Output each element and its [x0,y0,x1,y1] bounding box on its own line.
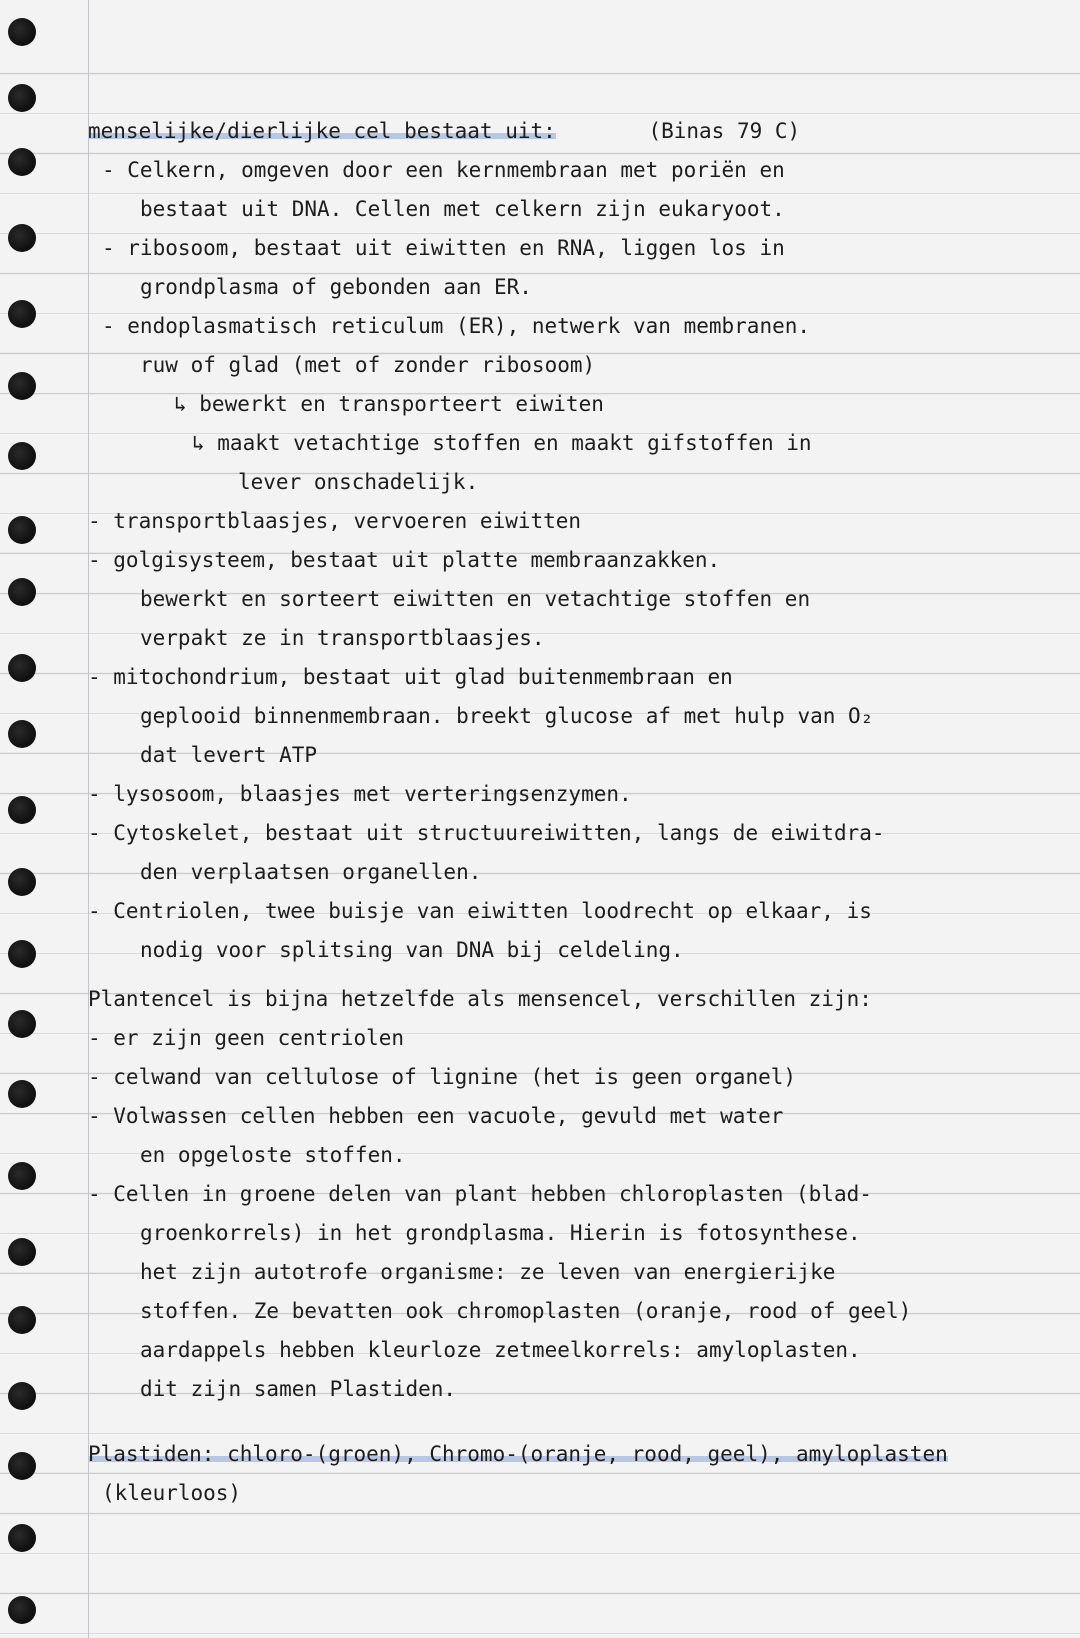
binder-hole [8,1238,36,1266]
note-line: - ribosoom, bestaat uit eiwitten en RNA, liggen los in [102,236,785,260]
plastiden-line [88,1435,1063,1474]
plant-line: dit zijn samen Plastiden. [140,1377,457,1401]
note-line: - endoplasmatisch reticulum (ER), netwerk van membranen. [102,314,811,338]
note-line: geplooid binnenmembraan. breekt glucose af met hulp van O₂ [140,704,874,728]
binder-hole [8,868,36,896]
binder-hole [8,1080,36,1108]
binder-hole [8,148,36,176]
plant-line: - er zijn geen centriolen [88,1026,405,1050]
plant-heading: Plantencel is bijna hetzelfde als mensencel, verschillen zijn: [88,987,872,1011]
note-line: den verplaatsen organellen. [140,860,482,884]
binder-hole [8,578,36,606]
note-line: - mitochondrium, bestaat uit glad buitenmembraan en [88,665,733,689]
binder-hole [8,18,36,46]
binder-hole [8,1010,36,1038]
binder-hole [8,1452,36,1480]
spacer [88,1409,1063,1435]
binder-hole [8,940,36,968]
note-line: bestaat uit DNA. Cellen met celkern zijn eukaryoot. [140,197,785,221]
handwritten-notes [88,112,1063,1513]
note-line: ↳ maakt vetachtige stoffen en maakt gifstoffen in [192,431,812,455]
binder-hole [8,654,36,682]
note-heading: menselijke/dierlijke cel bestaat uit: [88,119,556,143]
note-line: bewerkt en sorteert eiwitten en vetachtige stoffen en [140,587,811,611]
binder-hole [8,516,36,544]
binder-hole [8,1306,36,1334]
note-line: nodig voor splitsing van DNA bij celdeling. [140,938,684,962]
binder-hole [8,796,36,824]
note-line: grondplasma of gebonden aan ER. [140,275,532,299]
note-heading-line [88,112,1063,151]
note-line: - Centriolen, twee buisje van eiwitten loodrecht op elkaar, is [88,899,872,923]
note-line: - transportblaasjes, vervoeren eiwitten [88,509,582,533]
note-line: ruw of glad (met of zonder ribosoom) [140,353,596,377]
plant-line: - celwand van cellulose of lignine (het is geen organel) [88,1065,797,1089]
plant-line: en opgeloste stoffen. [140,1143,406,1167]
binder-holes [8,0,48,1638]
plastiden-line-2: (kleurloos) [102,1481,242,1505]
note-line: - Celkern, omgeven door een kernmembraan met poriën en [102,158,785,182]
plant-line: aardappels hebben kleurloze zetmeelkorrels: amyloplasten. [140,1338,861,1362]
plant-line: - Volwassen cellen hebben een vacuole, gevuld met water [88,1104,784,1128]
binder-hole [8,442,36,470]
note-line: lever onschadelijk. [238,470,479,494]
binder-hole [8,1162,36,1190]
spacer [88,970,1063,980]
binder-hole [8,1382,36,1410]
plant-line: stoffen. Ze bevatten ook chromoplasten (oranje, rood of geel) [140,1299,912,1323]
note-line: - golgisysteem, bestaat uit platte membraanzakken. [88,548,721,572]
binder-hole [8,300,36,328]
note-line: verpakt ze in transportblaasjes. [140,626,545,650]
binder-hole [8,1524,36,1552]
binder-hole [8,372,36,400]
binder-hole [8,84,36,112]
plant-line: - Cellen in groene delen van plant hebben chloroplasten (blad- [88,1182,872,1206]
note-line: - Cytoskelet, bestaat uit structuureiwitten, langs de eiwitdra- [88,821,885,845]
plastiden-text: Plastiden: chloro-(groen), Chromo-(oranje, rood, geel), amyloplasten [88,1442,948,1466]
note-line: dat levert ATP [140,743,318,767]
binder-hole [8,1596,36,1624]
plant-line: groenkorrels) in het grondplasma. Hierin is fotosynthese. [140,1221,861,1245]
note-line: - lysosoom, blaasjes met verteringsenzymen. [88,782,632,806]
binder-hole [8,720,36,748]
binder-hole [8,224,36,252]
note-line: ↳ bewerkt en transporteert eiwiten [174,392,604,416]
plant-line: het zijn autotrofe organisme: ze leven van energierijke [140,1260,836,1284]
note-heading-ref: (Binas 79 C) [648,119,801,143]
